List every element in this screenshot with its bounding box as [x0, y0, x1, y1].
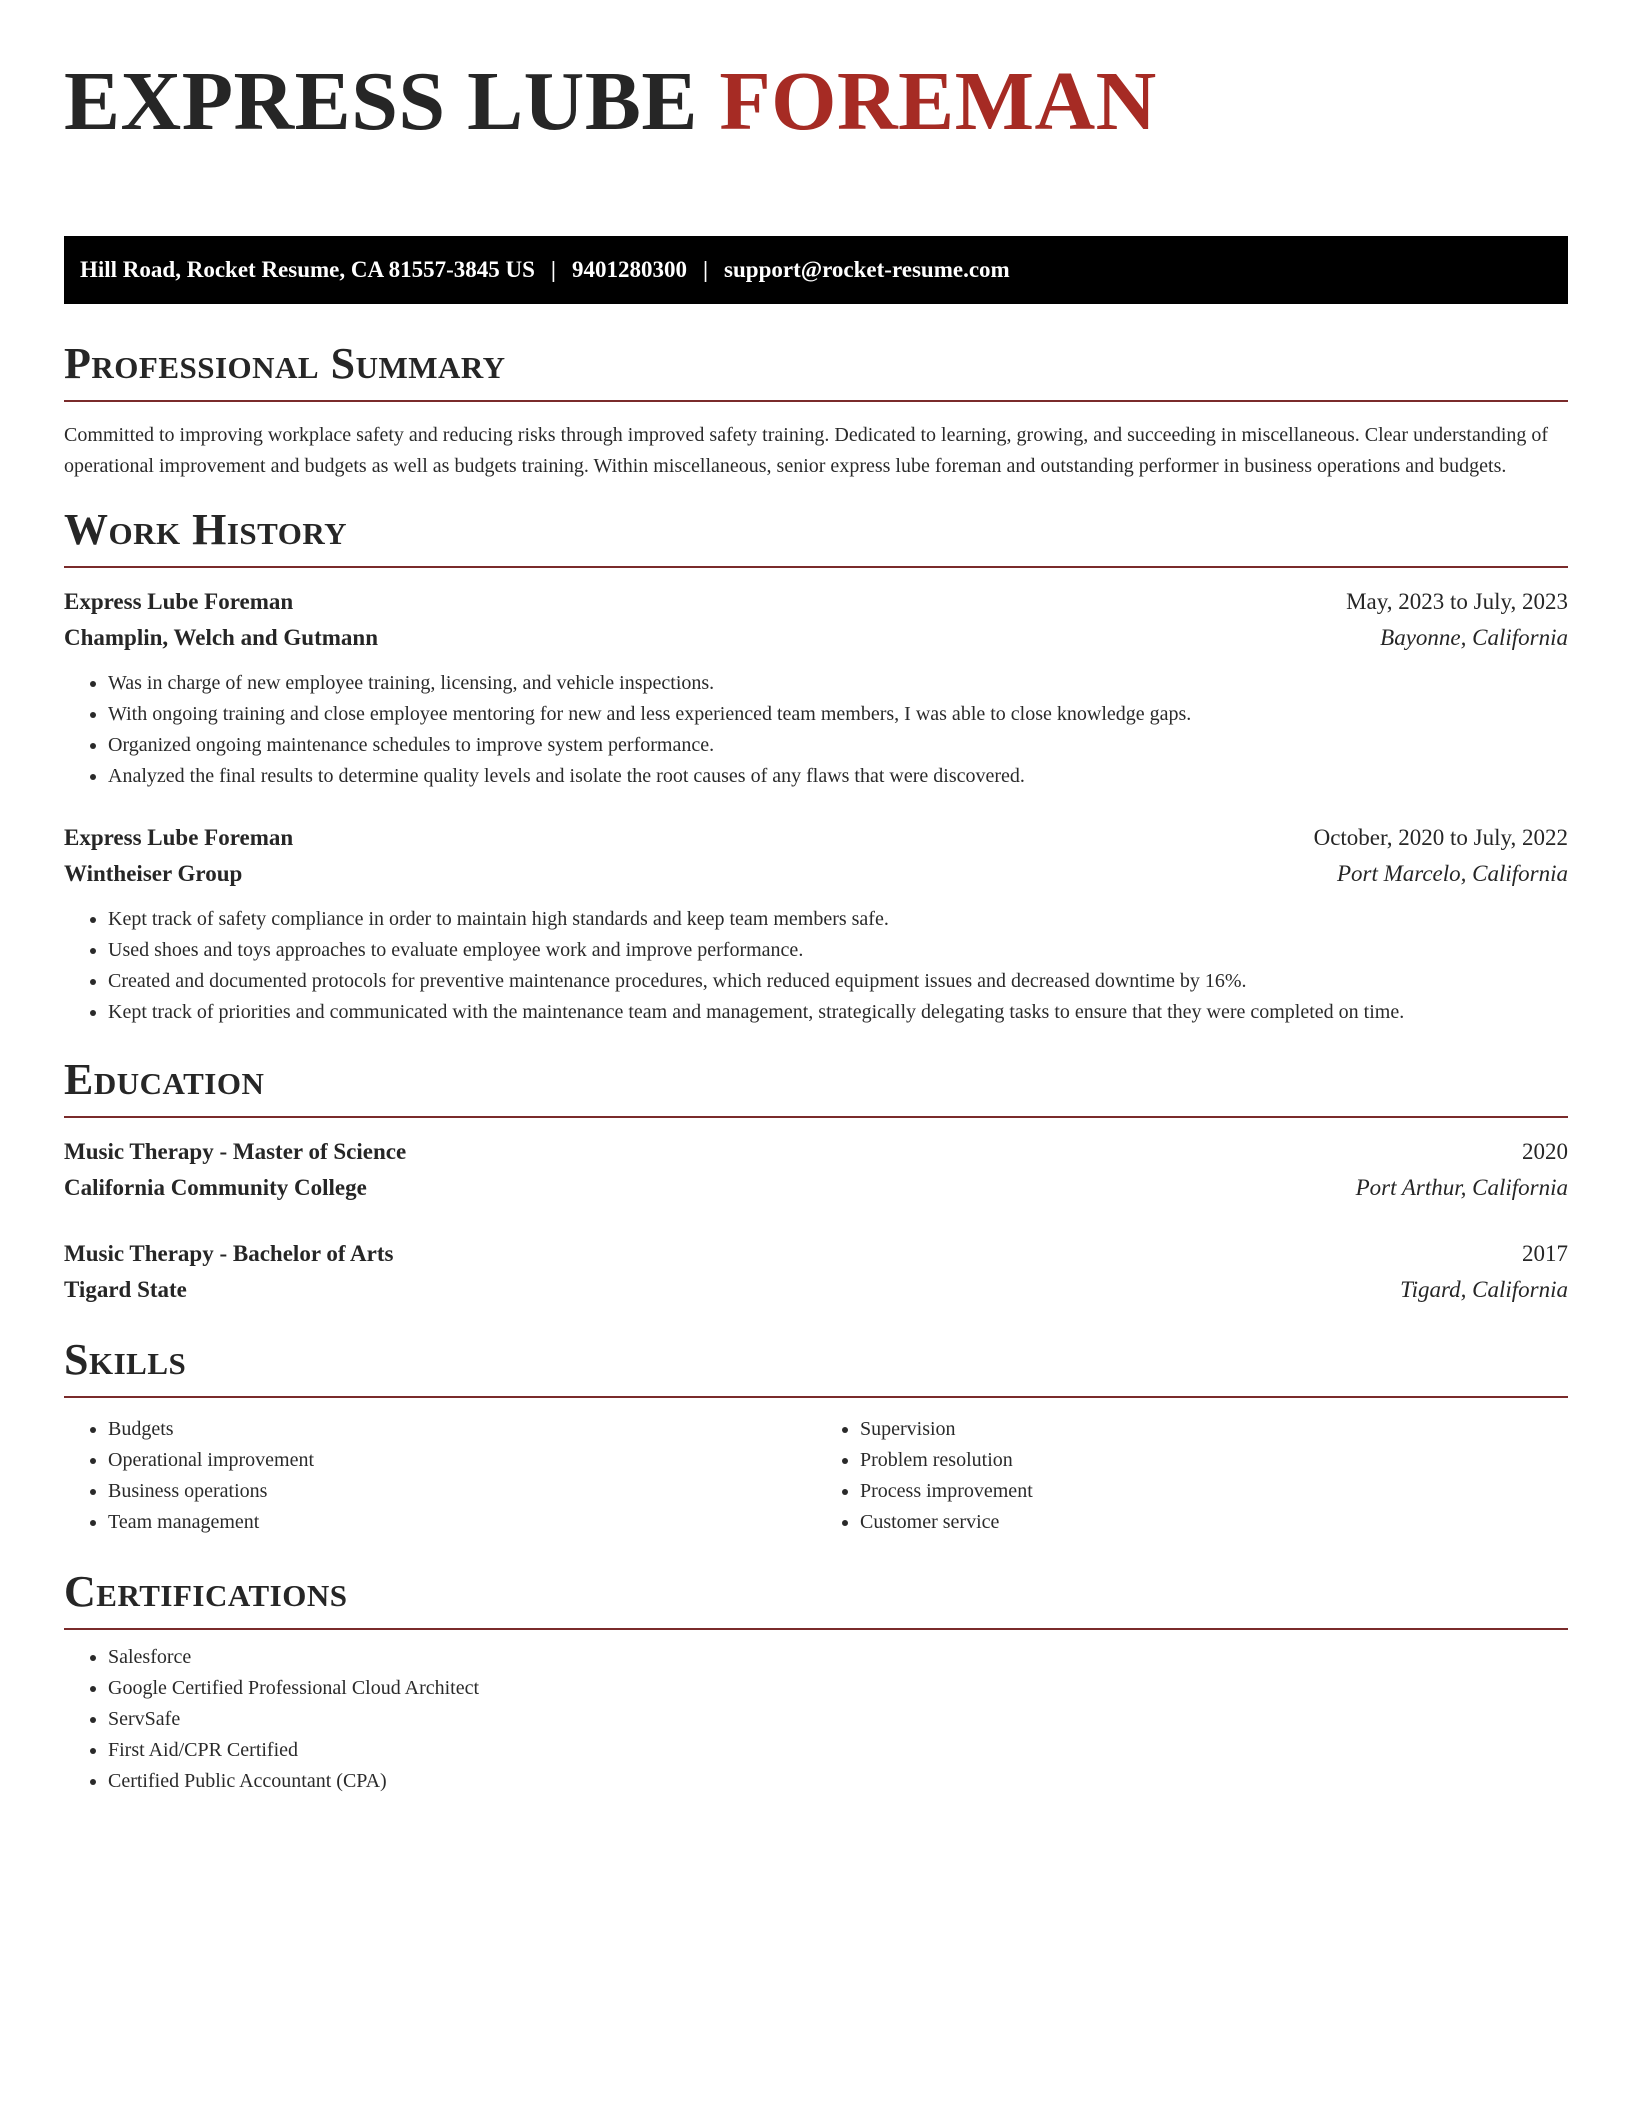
contact-separator: | — [550, 257, 556, 282]
list-item: • Kept track of priorities and communicated with the maintenance team and management, strategically delegating tasks to ensure that they were completed on time. — [108, 997, 1568, 1028]
education-entry — [64, 1236, 1568, 1308]
job-entry — [64, 820, 1568, 1028]
candidate-name — [64, 55, 1568, 152]
job-company: Wintheiser Group — [64, 861, 243, 886]
contact-bar — [64, 236, 1568, 304]
name-first: EXPRESS LUBE — [64, 55, 698, 148]
job-company-row — [64, 856, 1568, 892]
education-section — [64, 1054, 1568, 1308]
education-degree-row — [64, 1236, 1568, 1272]
list-item: • With ongoing training and close employee mentoring for new and less experienced team members, I was able to close knowledge gaps. — [108, 699, 1568, 730]
job-dates: May, 2023 to July, 2023 — [1346, 589, 1568, 614]
list-item: • First Aid/CPR Certified — [108, 1735, 1568, 1766]
education-school-row — [64, 1272, 1568, 1308]
education-school-row — [64, 1170, 1568, 1206]
list-item: • Created and documented protocols for preventive maintenance procedures, which reduced equipment issues and decreased downtime by 16%. — [108, 966, 1568, 997]
job-header-row — [64, 584, 1568, 620]
job-title: Express Lube Foreman — [64, 589, 294, 614]
job-title: Express Lube Foreman — [64, 825, 294, 850]
section-divider — [64, 400, 1568, 402]
job-entry — [64, 584, 1568, 792]
list-item: • Team management — [108, 1507, 816, 1538]
list-item: • Used shoes and toys approaches to evaluate employee work and improve performance. — [108, 935, 1568, 966]
education-degree-row — [64, 1134, 1568, 1170]
list-item: • Organized ongoing maintenance schedules to improve system performance. — [108, 730, 1568, 761]
job-location: Port Marcelo, California — [1336, 861, 1568, 886]
skills-column-1 — [64, 1414, 816, 1538]
list-item: • Salesforce — [108, 1642, 1568, 1673]
job-header-row — [64, 820, 1568, 856]
contact-phone: 9401280300 — [571, 257, 687, 282]
list-item: • Kept track of safety compliance in order to maintain high standards and keep team members safe. — [108, 904, 1568, 935]
education-location: Tigard, California — [1400, 1277, 1568, 1302]
summary-text: Committed to improving workplace safety and reducing risks through improved safety training. Dedicated to learning, growing, and succeeding in miscellaneous. Clear understanding of operational improvement and budgets as well as budgets training. Within miscellaneous, senior express lube foreman and outstanding performer in business operations and budgets. — [64, 424, 1549, 477]
education-degree: Music Therapy - Bachelor of Arts — [64, 1241, 394, 1266]
summary-section — [64, 338, 1568, 482]
section-divider — [64, 566, 1568, 568]
name-last: FOREMAN — [719, 55, 1157, 148]
list-item: • Process improvement — [860, 1476, 1568, 1507]
job-bullets — [64, 904, 1568, 1028]
skills-column-2 — [816, 1414, 1568, 1538]
contact-email: support@rocket-resume.com — [724, 257, 1010, 282]
list-item: • Supervision — [860, 1414, 1568, 1445]
list-item: • ServSafe — [108, 1704, 1568, 1735]
job-location: Bayonne, California — [1380, 625, 1568, 650]
contact-separator: | — [702, 257, 709, 282]
education-year: 2020 — [1522, 1139, 1568, 1164]
list-item: • Was in charge of new employee training, licensing, and vehicle inspections. — [108, 668, 1568, 699]
section-title: Skills — [64, 1335, 187, 1384]
list-item: • Business operations — [108, 1476, 816, 1507]
education-year: 2017 — [1522, 1241, 1568, 1266]
list-item: • Google Certified Professional Cloud Architect — [108, 1673, 1568, 1704]
section-title: Certifications — [64, 1567, 348, 1616]
list-item: • Analyzed the final results to determine quality levels and isolate the root causes of any flaws that were discovered. — [108, 761, 1568, 792]
contact-address: Hill Road, Rocket Resume, CA 81557-3845 US — [80, 257, 535, 282]
section-title: Professional Summary — [64, 339, 506, 388]
list-item: • Budgets — [108, 1414, 816, 1445]
section-divider — [64, 1116, 1568, 1118]
skills-grid — [64, 1398, 1568, 1538]
skills-section — [64, 1334, 1568, 1538]
education-school: California Community College — [64, 1175, 367, 1200]
section-title: Work History — [64, 505, 348, 554]
education-degree: Music Therapy - Master of Science — [64, 1139, 407, 1164]
section-divider — [64, 1628, 1568, 1630]
job-company-row — [64, 620, 1568, 656]
list-item: • Problem resolution — [860, 1445, 1568, 1476]
section-title: Education — [64, 1055, 265, 1104]
list-item: • Operational improvement — [108, 1445, 816, 1476]
education-location: Port Arthur, California — [1355, 1175, 1568, 1200]
job-company: Champlin, Welch and Gutmann — [64, 625, 379, 650]
list-item: • Customer service — [860, 1507, 1568, 1538]
education-entry — [64, 1134, 1568, 1206]
certifications-section — [64, 1566, 1568, 1797]
education-school: Tigard State — [64, 1277, 187, 1302]
certifications-list — [64, 1642, 1568, 1797]
job-bullets — [64, 668, 1568, 792]
work-history-section — [64, 504, 1568, 1028]
job-dates: October, 2020 to July, 2022 — [1313, 825, 1568, 850]
list-item: • Certified Public Accountant (CPA) — [108, 1766, 1568, 1797]
